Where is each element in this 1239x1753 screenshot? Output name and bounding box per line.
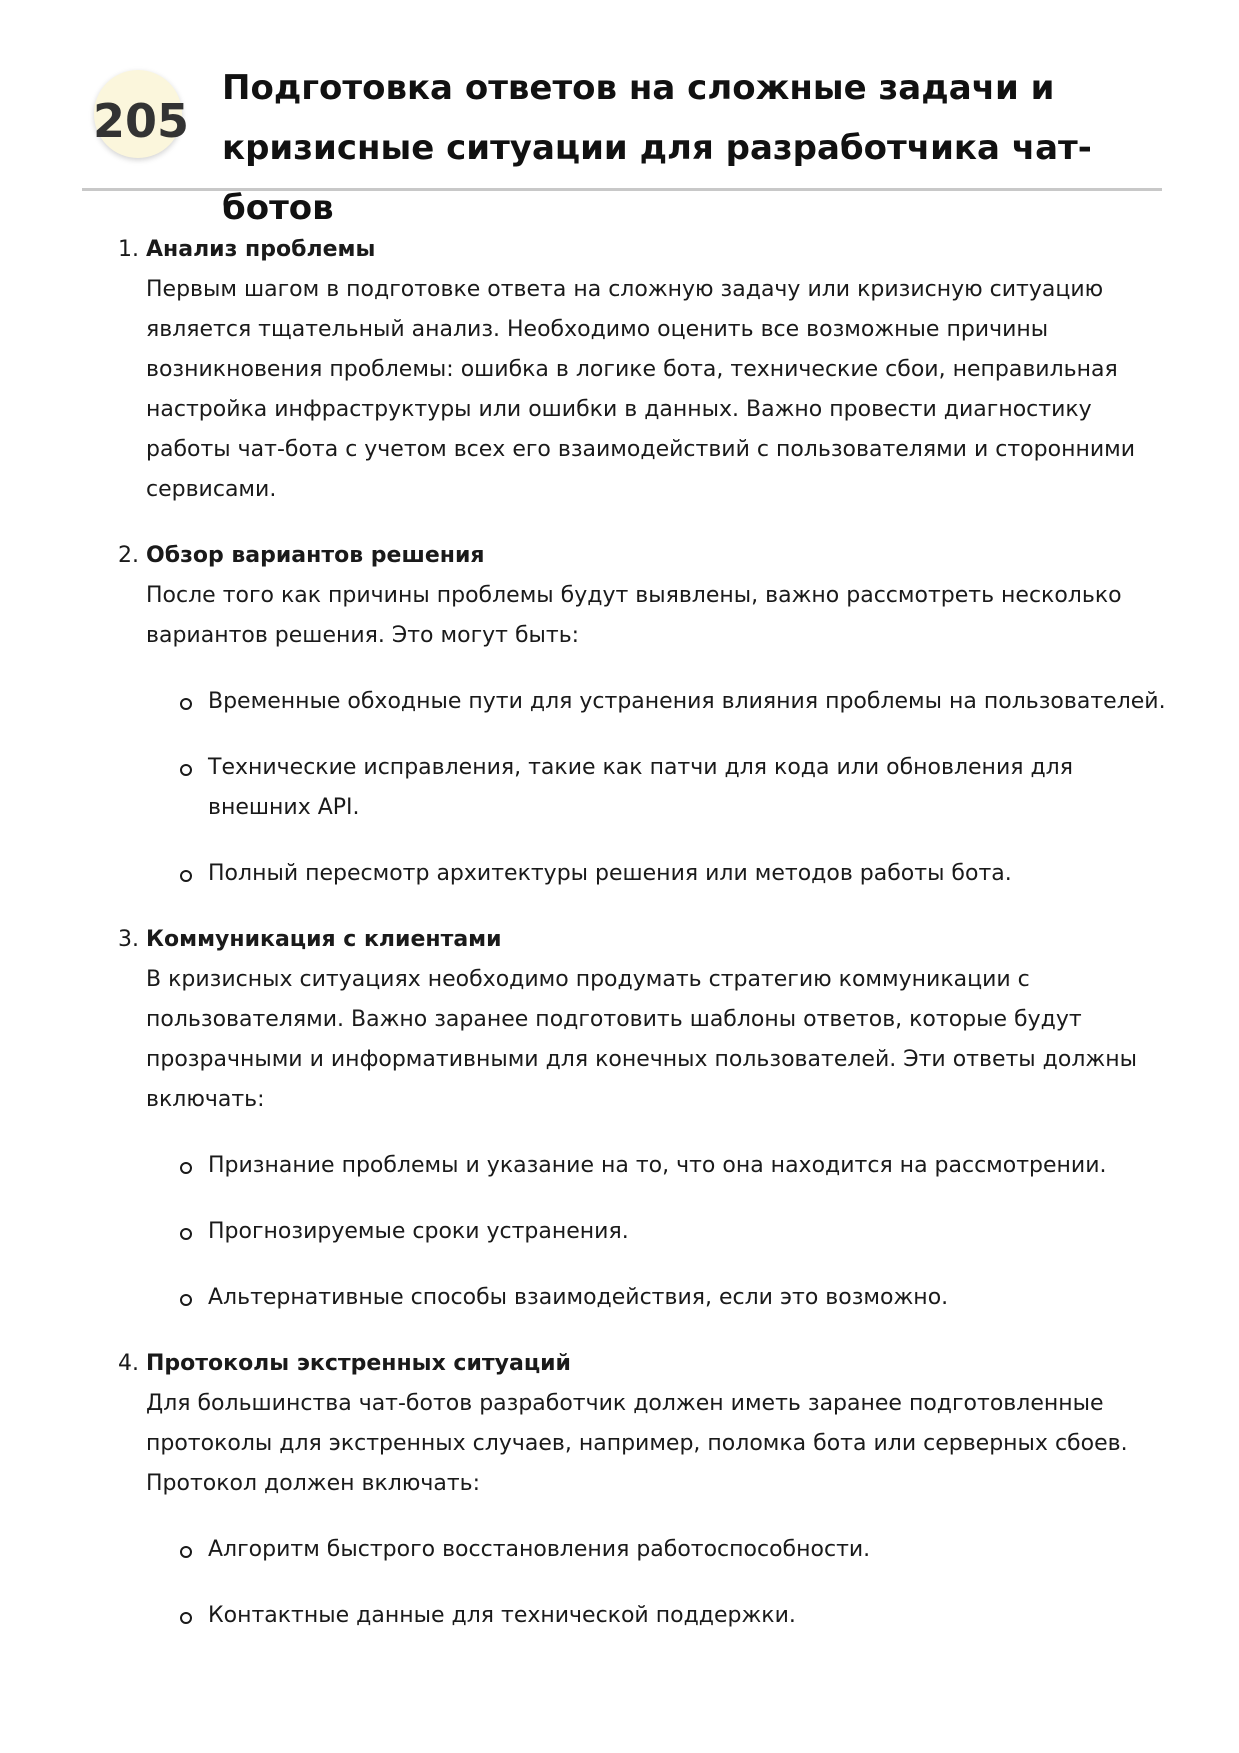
section-title: 2. Обзор вариантов решения (146, 543, 485, 568)
bullet-item: Полный пересмотр архитектуры решения или методов работы бота. (180, 854, 1168, 894)
bullet-item: Признание проблемы и указание на то, что она находится на рассмотрении. (180, 1146, 1168, 1186)
bullet-list (146, 682, 1168, 894)
section-item (146, 920, 1168, 1318)
section-title: 3. Коммуникация с клиентами (146, 927, 502, 952)
bullet-list (146, 1530, 1168, 1636)
bullet-item: Алгоритм быстрого восстановления работоспособности. (180, 1530, 1168, 1570)
section-list (118, 230, 1168, 1636)
bullet-item: Альтернативные способы взаимодействия, если это возможно. (180, 1278, 1168, 1318)
section-text: Первым шагом в подготовке ответа на сложную задачу или кризисную ситуацию является тщательный анализ. Необходимо оценить все возможные причины возникновения проблемы: ошибка в логике бота, технические сбои, неправильная настройка инфраструктуры или ошибки в данных. Важно провести диагностику работы чат-бота с учетом всех его взаимодействий с пользователями и сторонними сервисами. (146, 277, 1136, 502)
section-item (146, 230, 1168, 510)
section-item (146, 536, 1168, 894)
bullet-item: Временные обходные пути для устранения влияния проблемы на пользователей. (180, 682, 1168, 722)
page-content (118, 230, 1168, 1662)
section-text: В кризисных ситуациях необходимо продумать стратегию коммуникации с пользователями. Важно заранее подготовить шаблоны ответов, которые будут прозрачными и информативными для конечных пользователей. Эти ответы должны включать: (146, 967, 1137, 1112)
section-text: После того как причины проблемы будут выявлены, важно рассмотреть несколько вариантов решения. Это могут быть: (146, 583, 1122, 648)
page-number-badge (92, 70, 190, 158)
bullet-item: Прогнозируемые сроки устранения. (180, 1212, 1168, 1252)
page-header (82, 58, 1162, 228)
section-text: Для большинства чат-ботов разработчик должен иметь заранее подготовленные протоколы для экстренных случаев, например, поломка бота или серверных сбоев. Протокол должен включать: (146, 1391, 1128, 1496)
bullet-item: Контактные данные для технической поддержки. (180, 1596, 1168, 1636)
section-item (146, 1344, 1168, 1636)
bullet-item: Технические исправления, такие как патчи для кода или обновления для внешних API. (180, 748, 1168, 828)
section-title: 4. Протоколы экстренных ситуаций (146, 1351, 571, 1376)
page-title: Подготовка ответов на сложные задачи и кризисные ситуации для разработчика чат-ботов (222, 68, 1092, 228)
bullet-list (146, 1146, 1168, 1318)
page-number: 205 (92, 94, 190, 148)
section-title: 1. Анализ проблемы (146, 237, 376, 262)
